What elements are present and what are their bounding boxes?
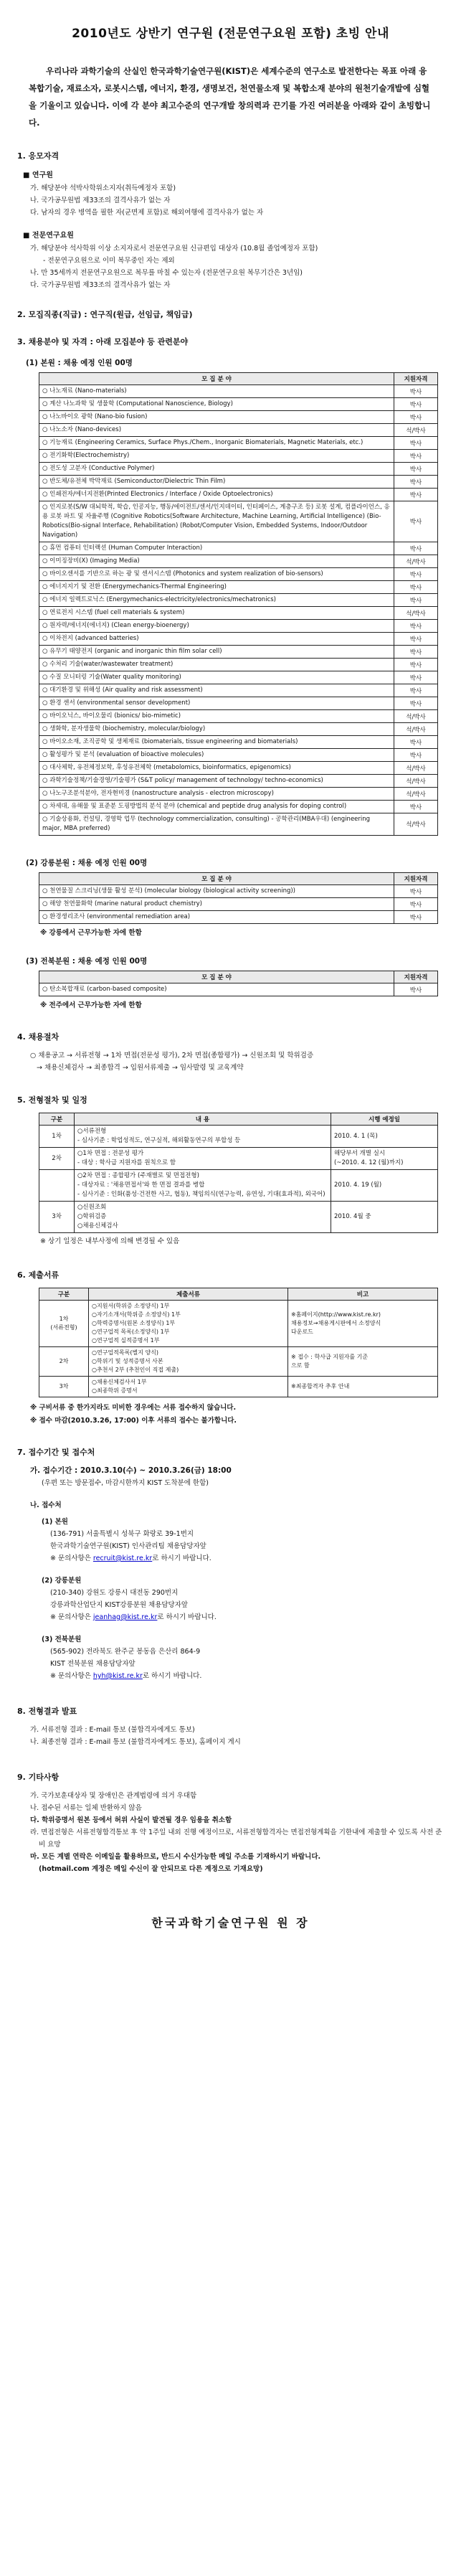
field-qualification: 석/박사 (394, 762, 438, 775)
page-title: 2010년도 상반기 연구원 (전문연구요원 포함) 초빙 안내 (72, 27, 389, 41)
research-line: 가. 해당분야 석박사학위소지자(취득예정자 포함) (30, 184, 176, 192)
field-qualification: 석/박사 (394, 607, 438, 620)
field-name: ○ 전도성 고분자 (Conductive Polymer) (39, 463, 394, 476)
section-application-heading: 7. 접수기간 및 접수처 (17, 1448, 95, 1457)
field-row (39, 671, 438, 684)
field-row (39, 898, 438, 911)
field-qualification: 박사 (394, 385, 438, 398)
field-qualification: 박사 (394, 885, 438, 898)
schedule-date: 2010. 4. 1 (목) (331, 1126, 438, 1148)
documents-stage: 1차 (서류전형) (39, 1301, 89, 1347)
table-row (39, 1170, 438, 1202)
field-name: ○ 차세대, 유해물 및 표준분 도핑방법의 분석 분야 (chemical and peptide drug analysis for doping control) (39, 801, 394, 813)
field-name: ○ 대사체학, 유전체정보학, 후성유전체학 (metabolomics, bioinformatics, epigenomics) (39, 762, 394, 775)
section-position-heading: 2. 모집직종(직급) : 연구직(원급, 선임급, 책임급) (17, 310, 193, 319)
field-qualification: 박사 (394, 450, 438, 463)
field-name: ○ 탄소복합재료 (carbon-based composite) (39, 983, 394, 996)
field-qualification: 박사 (394, 620, 438, 633)
application-period-note: (우편 또는 방문접수, 마감시한까지 KIST 도착분에 한함) (42, 1479, 209, 1487)
section-misc-heading: 9. 기타사항 (17, 1773, 60, 1782)
email-link[interactable]: recruit@kist.re.kr (92, 1554, 153, 1562)
jeonbuk-subheading: (3) 전북분원 : 채용 예정 인원 00명 (26, 957, 148, 966)
place-gangneung-contact: ※ 문의사항은 jeanhag@kist.re.kr로 하시기 바랍니다. (50, 1613, 217, 1621)
research-heading: ■ 연구원 (23, 171, 53, 179)
place-main-title: (1) 본원 (42, 1518, 68, 1526)
field-qualification: 석/박사 (394, 813, 438, 836)
field-name: ○ 원자력/에너지(에너지) (Clean energy-bioenergy) (39, 620, 394, 633)
schedule-note: ※ 상기 일정은 내부사정에 의해 변경될 수 있음 (40, 1237, 180, 1245)
field-name: ○ 환경 센서 (environmental sensor development) (39, 697, 394, 710)
section-qualification-heading: 1. 응모자격 (17, 151, 60, 161)
table-row (39, 1301, 438, 1347)
place-gangneung-line: 강릉과학산업단지 KIST강릉분원 채용담당자앞 (50, 1601, 189, 1609)
field-name: ○ 과학기술정책/기술경영/기술평가 (S&T policy/ management of technology/ techno-economics) (39, 775, 394, 788)
field-row (39, 411, 438, 424)
field-name: ○ 인지로봇(S/W 대뇌학적, 학습, 인공지능, 행동/에이전트/센서/인지데이터, 인터페이스, 계층구조 등) 로봇 설계, 컴플라이언스, 응용 로봇 파트 및 자율주행 (Cognitive Robotics(Software Architecture, Machine Learning, Artificial Intelligence) (Bio-Robotics(Bio-signal Interface, Rehabilitation) (Robot/Computer Vision, Embedded Systems, Indoor/Outdoor Navigation) (39, 501, 394, 542)
field-row (39, 684, 438, 697)
procedure-line: → 채용신체검사 → 최종합격 → 입원서류제출 → 임사발령 및 교육계약 (30, 1064, 244, 1072)
schedule-stage (39, 1170, 75, 1202)
field-qualification: 박사 (394, 501, 438, 542)
documents-list: ○채용신체검사서 1부 ○최종학위 증명서 (89, 1377, 288, 1397)
field-row (39, 489, 438, 501)
field-name: ○ 활성평가 및 분석 (evaluation of bioactive molecules) (39, 749, 394, 762)
field-qualification: 박사 (394, 898, 438, 911)
table-row (39, 1377, 438, 1397)
expert-line: 다. 국가공무원법 제33조의 결격사유가 없는 자 (30, 281, 171, 289)
schedule-content: ○신원조회 ○학위검증 ○채용신체검사 (75, 1202, 331, 1233)
field-qualification: 박사 (394, 437, 438, 450)
field-name: ○ 에너지지기 및 전환 (Energymechanics-Thermal Engineering) (39, 581, 394, 594)
field-row (39, 424, 438, 437)
research-list (14, 182, 447, 219)
field-qualification: 박사 (394, 983, 438, 996)
gangneung-table (39, 872, 438, 924)
field-qualification: 박사 (394, 594, 438, 607)
field-row (39, 398, 438, 411)
field-qualification: 석/박사 (394, 788, 438, 801)
schedule-date: 2010. 4. 19 (월) (331, 1170, 438, 1202)
misc-line: 나. 접수된 서류는 일체 반환하지 않음 (30, 1804, 142, 1812)
field-name: ○ 천연물질 스크리닝(생물 활성 분석) (molecular biology (biological activity screening)) (39, 885, 394, 898)
field-row (39, 659, 438, 671)
documents-remark: ※ 접수 : 학사급 지원자를 기준 으로 함 (288, 1347, 438, 1377)
expert-list (14, 242, 447, 291)
field-qualification: 박사 (394, 697, 438, 710)
field-qualification: 박사 (394, 736, 438, 749)
jeonbuk-note: ※ 전주에서 근무가능한 자에 한함 (40, 1001, 142, 1009)
schedule-stage: 1차 (39, 1126, 75, 1148)
documents-remark: ※최종합격자 추후 안내 (288, 1377, 438, 1397)
place-jeonbuk-title: (3) 전북분원 (42, 1636, 82, 1643)
field-qualification: 석/박사 (394, 555, 438, 568)
field-row (39, 646, 438, 659)
field-qualification: 박사 (394, 398, 438, 411)
field-row (39, 620, 438, 633)
field-name: ○ 휴먼 컴퓨터 인터랙션 (Human Computer Interaction) (39, 542, 394, 555)
col-qualification: 지원자격 (394, 873, 438, 885)
field-qualification: 박사 (394, 542, 438, 555)
field-qualification: 박사 (394, 684, 438, 697)
results-line: 나. 최종전형 결과 : E-mail 통보 (불합격자에게도 통보), 홈페이지 게시 (30, 1738, 241, 1746)
section-procedure-heading: 4. 채용절차 (17, 1032, 60, 1042)
table-row (39, 1148, 438, 1170)
research-line: 나. 국가공무원법 제33조의 결격사유가 없는 자 (30, 197, 171, 204)
field-name: ○ 대기환경 및 위해성 (Air quality and risk assessment) (39, 684, 394, 697)
field-qualification: 석/박사 (394, 723, 438, 736)
field-row (39, 607, 438, 620)
field-name: ○ 기능재료 (Engineering Ceramics, Surface Phys./Chem., Inorganic Biomaterials, Magnetic Materials, etc.) (39, 437, 394, 450)
expert-line: 나. 만 35세까지 전문연구요원으로 복무를 마칠 수 있는자 (전문연구요원 복무기간은 3년임) (30, 269, 303, 277)
field-row (39, 633, 438, 646)
field-name: ○ 이차전지 (advanced batteries) (39, 633, 394, 646)
documents-table (39, 1288, 438, 1397)
table-row (39, 1202, 438, 1233)
misc-line: 가. 국가보훈대상자 및 장애인은 관계법령에 의거 우대함 (30, 1792, 197, 1800)
place-main-line: 한국과학기술연구원(KIST) 인사관리팀 채용담당자앞 (50, 1542, 206, 1550)
field-row (39, 463, 438, 476)
field-row (39, 697, 438, 710)
col-stage: 구분 (39, 1288, 89, 1301)
field-qualification: 박사 (394, 463, 438, 476)
field-name: ○ 나노재료 (Nano-materials) (39, 385, 394, 398)
issuer-signature: 한국과학기술연구원 원 장 (151, 1916, 310, 1930)
field-qualification: 박사 (394, 489, 438, 501)
field-qualification: 박사 (394, 581, 438, 594)
col-content: 내 용 (75, 1113, 331, 1126)
field-row (39, 775, 438, 788)
field-name: ○ 나노바이오 광학 (Nano-bio fusion) (39, 411, 394, 424)
field-name: ○ 해양 천연물화학 (marine natural product chemistry) (39, 898, 394, 911)
field-name: ○ 유무기 태양전지 (organic and inorganic thin film solar cell) (39, 646, 394, 659)
field-name: ○ 전기화학(Electrochemistry) (39, 450, 394, 463)
documents-note: ※ 구비서류 중 한가지라도 미비한 경우에는 서류 접수하지 않습니다. (30, 1404, 237, 1412)
field-name: ○ 이미징장비(X) (Imaging Media) (39, 555, 394, 568)
misc-line: (hotmail.com 계정은 메일 수신이 잘 안되므로 다른 계정으로 기재요망) (39, 1865, 263, 1873)
gangneung-note: ※ 강릉에서 근무가능한 자에 한함 (40, 929, 142, 937)
main-campus-table (39, 372, 438, 836)
field-row (39, 762, 438, 775)
schedule-content: ○서류전형 - 심사기준 : 학업성적도, 연구실적, 해외활동연구의 부합성 등 (75, 1126, 331, 1148)
field-row (39, 542, 438, 555)
field-qualification: 박사 (394, 659, 438, 671)
expert-line: - 전문연구요원으로 이미 복무중인 자는 제외 (43, 257, 175, 265)
documents-stage: 3차 (39, 1377, 89, 1397)
field-name: ○ 기술상용화, 컨설팅, 경영학 업무 (technology commercialization, consulting) - 공학관리(MBA우대) (engineering major, MBA preferred) (39, 813, 394, 836)
col-note: 비고 (288, 1288, 438, 1301)
place-jeonbuk-line: (565-902) 전라북도 완주군 봉동읍 은산리 864-9 (50, 1648, 201, 1656)
section-fields-heading: 3. 채용분야 및 자격 : 아래 모집분야 등 관련분야 (17, 337, 189, 346)
field-row (39, 555, 438, 568)
field-row (39, 568, 438, 581)
schedule-content: ○1차 면접 : 전문성 평가 - 대상 : 학사급 지원자를 원칙으로 함 (75, 1148, 331, 1170)
jeonbuk-table (39, 971, 438, 996)
place-gangneung-line: (210-340) 강원도 강릉시 대전동 290번지 (50, 1589, 179, 1597)
main-campus-subheading: (1) 본원 : 채용 예정 인원 00명 (26, 359, 133, 367)
application-period: 가. 접수기간 : 2010.3.10(수) ~ 2010.3.26(금) 18:00 (30, 1466, 232, 1475)
field-row (39, 501, 438, 542)
field-row (39, 581, 438, 594)
place-jeonbuk-line: KIST 전북분원 채용담당자앞 (50, 1660, 136, 1668)
field-qualification: 박사 (394, 411, 438, 424)
field-qualification: 박사 (394, 671, 438, 684)
field-name: ○ 연료전지 시스템 (fuel cell materials & system) (39, 607, 394, 620)
field-row (39, 710, 438, 723)
col-field: 모 집 분 야 (39, 873, 394, 885)
documents-note: ※ 접수 마감(2010.3.26, 17:00) 이후 서류의 접수는 불가합니다. (30, 1417, 237, 1425)
procedure-line: ○ 채용공고 → 서류전형 → 1차 면접(전문성 평가), 2차 면접(종합평가) → 신원조회 및 학위검증 (30, 1052, 314, 1060)
schedule-date: 2010. 4월 중 (331, 1202, 438, 1233)
field-row (39, 983, 438, 996)
field-row (39, 476, 438, 489)
table-row (39, 1347, 438, 1377)
field-name: ○ 수처리 기술(water/wastewater treatment) (39, 659, 394, 671)
field-name: ○ 에너지 일렉트로닉스 (Energymechanics-electricity/electronics/mechatronics) (39, 594, 394, 607)
application-place-heading: 나. 접수처 (30, 1501, 62, 1509)
field-qualification: 박사 (394, 568, 438, 581)
field-name: ○ 수질 모니터링 기술(Water quality monitoring) (39, 671, 394, 684)
place-jeonbuk-contact: ※ 문의사항은 hyh@kist.re.kr로 하시기 바랍니다. (50, 1672, 202, 1680)
field-qualification: 석/박사 (394, 710, 438, 723)
schedule-date: 해당부서 개별 실시 (~2010. 4. 12 (월)까지) (331, 1148, 438, 1170)
field-row (39, 594, 438, 607)
place-gangneung-title: (2) 강릉분원 (42, 1577, 82, 1585)
field-name: ○ 바이오닉스, 바이오물리 (bionics/ bio-mimetic) (39, 710, 394, 723)
field-qualification: 석/박사 (394, 424, 438, 437)
expert-line: 가. 해당분야 석사학위 이상 소지자로서 전문연구요원 신규편입 대상자 (10.8월 졸업예정자 포함) (30, 245, 318, 253)
field-row (39, 736, 438, 749)
gangneung-subheading: (2) 강릉분원 : 채용 예정 인원 00명 (26, 859, 148, 867)
documents-remark: ※홈페이지(http://www.kist.re.kr) 채용정보→채용게시판에서 소정양식 다운로드 (288, 1301, 438, 1347)
field-name: ○ 환경생리조사 (environmental remediation area) (39, 911, 394, 924)
section-results-heading: 8. 전형결과 발표 (17, 1707, 77, 1716)
field-row (39, 911, 438, 924)
schedule-stage: 2차 (39, 1148, 75, 1170)
field-name: ○ 계산 나노과학 및 생물학 (Computational Nanoscience, Biology) (39, 398, 394, 411)
documents-list: ○지원서(학위증 소정양식) 1부 ○자기소개서(학위증 소정양식) 1부 ○학력증명서(원본 소정양식) 1부 ○연구업적 목록(소정양식) 1부 ○연구업적 실적증명서 1부 (89, 1301, 288, 1347)
col-field: 모 집 분 야 (39, 373, 394, 385)
field-row (39, 813, 438, 836)
field-qualification: 박사 (394, 476, 438, 489)
email-link[interactable]: hyh@kist.re.kr (92, 1672, 143, 1680)
field-row (39, 801, 438, 813)
field-row (39, 723, 438, 736)
field-name: ○ 나노구조분석분야, 전자현미경 (nanostructure analysis - electron microscopy) (39, 788, 394, 801)
notice-page (14, 0, 447, 1930)
col-qualification: 지원자격 (394, 373, 438, 385)
misc-line: 다. 학위증명서 원본 등에서 허위 사실이 발견될 경우 임용을 취소함 (30, 1816, 232, 1824)
field-row (39, 788, 438, 801)
field-name: ○ 생화학, 분자생물학 (biochemistry, molecular/biology) (39, 723, 394, 736)
field-qualification: 박사 (394, 646, 438, 659)
col-qualification: 지원자격 (394, 971, 438, 983)
field-name: ○ 바이오소재, 조직공학 및 생체재료 (biomaterials, tissue engineering and biomaterials) (39, 736, 394, 749)
field-qualification: 석/박사 (394, 775, 438, 788)
section-schedule-heading: 5. 전형절차 및 일정 (17, 1095, 87, 1105)
field-name: ○ 바이오센서를 기반으로 하는 광 및 센서시스템 (Photonics and system realization of bio-sensors) (39, 568, 394, 581)
field-row (39, 885, 438, 898)
field-name: ○ 인쇄전자/에너지전환(Printed Electronics / Interface / Oxide Optoelectronics) (39, 489, 394, 501)
field-row (39, 385, 438, 398)
place-main-line: (136-791) 서울특별시 성북구 화랑로 39-1번지 (50, 1530, 194, 1538)
col-field: 모 집 분 야 (39, 971, 394, 983)
field-name: ○ 반도체/유전체 박막재료 (Semiconductor/Dielectric Thin Film) (39, 476, 394, 489)
section-documents-heading: 6. 제출서류 (17, 1270, 60, 1280)
col-stage: 구분 (39, 1113, 75, 1126)
schedule-stage: 3차 (39, 1202, 75, 1233)
expert-heading: ■ 전문연구요원 (23, 232, 74, 240)
intro-paragraph: 우리나라 과학기술의 산실인 한국과학기술연구원(KIST)은 세계수준의 연구소로 발전한다는 목표 아래 융복합기술, 재료소자, 로봇시스템, 에너지, 환경, 생명보건, 천연물소재 및 복합소재 분야의 원천기술개발에 심혈을 기울이고 있습니다. 이에 각 분야 최고수준의 연구개발 창의력과 끈기를 가진 여러분을 아래와 같이 초빙합니다. (29, 66, 431, 128)
place-main-contact: ※ 문의사항은 recruit@kist.re.kr로 하시기 바랍니다. (50, 1554, 212, 1562)
field-row (39, 437, 438, 450)
documents-list: ○연구업적목록(별지 양식) ○학위기 및 성적증명서 사본 ○추천서 2부 (추천인이 직접 제출) (89, 1347, 288, 1377)
table-row (39, 1126, 438, 1148)
field-row (39, 450, 438, 463)
email-link[interactable]: jeanhag@kist.re.kr (92, 1613, 158, 1621)
schedule-table (39, 1113, 438, 1233)
col-docs: 제출서류 (89, 1288, 288, 1301)
documents-stage: 2차 (39, 1347, 89, 1377)
research-line: 다. 남자의 경우 병역을 필한 자(군면제 포함)로 해외여행에 결격사유가 없는 자 (30, 209, 264, 217)
field-name: ○ 나노소자 (Nano-devices) (39, 424, 394, 437)
misc-line: 라. 면접전형은 서류전형합격통보 후 약 1주일 내외 진행 예정이므로, 서류전형합격자는 면접전형계획을 기한내에 제출할 수 있도록 사전 준비 요망 (30, 1829, 442, 1849)
misc-line: 마. 모든 계별 연락은 이메일을 활용하므로, 반드시 수신가능한 메일 주소를 기재하시기 바랍니다. (30, 1853, 321, 1861)
col-date: 시행 예정일 (331, 1113, 438, 1126)
schedule-content: ○2차 면접 : 종합평가 (주재별로 및 면접전형) - 대상자료 : '채용면접서'와 한 면접 결과를 병합 - 심사기준 : 인화(품성·건전한 사고, 협동), 책임의식(연구능력, 유연성, 기대(효과적), 외국어) (75, 1170, 331, 1202)
field-row (39, 749, 438, 762)
field-qualification: 박사 (394, 801, 438, 813)
results-line: 가. 서류전형 결과 : E-mail 통보 (불합격자에게도 통보) (30, 1726, 195, 1734)
field-qualification: 박사 (394, 749, 438, 762)
field-qualification: 박사 (394, 633, 438, 646)
field-qualification: 박사 (394, 911, 438, 924)
